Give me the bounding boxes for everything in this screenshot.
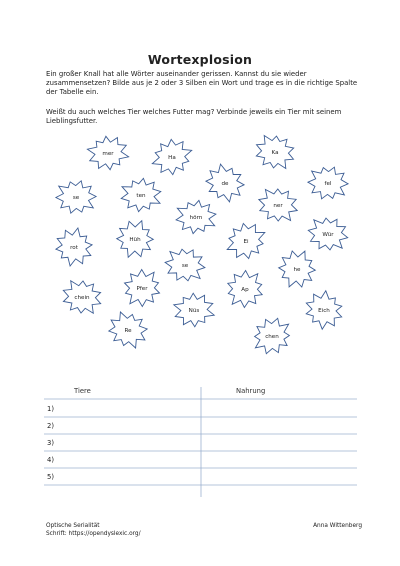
syllable-text: Ap bbox=[241, 287, 249, 293]
footer-left bbox=[46, 522, 141, 538]
instruction-paragraph-2: Weißt du auch welches Tier welches Futter mag? Verbinde jeweils ein Tier mit seinem Lieblingsfutter. bbox=[46, 108, 342, 126]
syllable-burst bbox=[306, 291, 342, 329]
row-label-3: 3) bbox=[47, 439, 54, 447]
syllable-burst bbox=[152, 139, 191, 174]
syllable-burst bbox=[56, 228, 92, 266]
row-label-1: 1) bbox=[47, 405, 54, 413]
syllable-burst bbox=[117, 221, 154, 258]
syllable-text: mer bbox=[102, 151, 114, 157]
syllable-text: chein bbox=[74, 295, 90, 301]
syllable-burst bbox=[256, 136, 293, 169]
syllable-burst bbox=[308, 218, 347, 250]
syllable-text: Ha bbox=[168, 155, 176, 161]
footer-topic: Optische Serialität bbox=[46, 523, 100, 529]
syllable-burst bbox=[121, 178, 161, 211]
syllable-burst bbox=[255, 318, 290, 353]
column-header-nahrung: Nahrung bbox=[236, 387, 266, 395]
syllable-text: de bbox=[221, 181, 229, 187]
syllable-burst bbox=[228, 271, 262, 308]
syllable-text: se bbox=[72, 195, 80, 201]
syllable-burst bbox=[125, 270, 160, 307]
syllable-text: he bbox=[293, 267, 301, 273]
syllable-text: Nüs bbox=[188, 308, 200, 314]
syllable-text: chen bbox=[265, 334, 279, 340]
syllable-text: Ka bbox=[271, 150, 279, 156]
syllable-text: fel bbox=[324, 181, 332, 187]
syllable-text: Pfer bbox=[136, 286, 148, 292]
table-grid bbox=[44, 387, 357, 497]
syllable-burst bbox=[63, 281, 100, 314]
syllable-burst bbox=[227, 224, 265, 259]
syllable-burst bbox=[56, 181, 96, 213]
worksheet-title: Wortexplosion bbox=[147, 52, 253, 67]
syllable-text: ner bbox=[273, 203, 283, 209]
syllable-burst bbox=[176, 200, 216, 233]
syllable-burst bbox=[279, 251, 316, 287]
syllable-burst bbox=[308, 167, 348, 199]
syllable-text: Wür bbox=[322, 232, 334, 238]
syllable-text: Ei bbox=[243, 239, 249, 245]
syllable-text: Hüh bbox=[129, 237, 141, 243]
footer-author: Anna Wittenberg bbox=[313, 523, 362, 529]
syllable-text: rot bbox=[70, 245, 78, 251]
syllable-burst bbox=[259, 189, 297, 221]
syllable-burst bbox=[165, 249, 205, 281]
syllable-text: ten bbox=[136, 193, 146, 199]
syllable-text: se bbox=[181, 263, 189, 269]
footer-font-credit: Schrift: https://opendyslexic.org/ bbox=[46, 531, 141, 537]
row-label-2: 2) bbox=[47, 422, 54, 430]
syllable-burst bbox=[87, 136, 128, 169]
row-label-5: 5) bbox=[47, 473, 54, 481]
syllable-burst bbox=[109, 312, 147, 348]
syllable-burst bbox=[206, 164, 244, 202]
instruction-paragraph-1: Ein großer Knall hat alle Wörter auseinander gerissen. Kannst du sie wieder zusammensetzen? Bilde aus je 2 oder 3 Silben ein Wort und trage es in die richtige Spalte der Tabelle ein. bbox=[46, 70, 358, 97]
syllable-burst bbox=[174, 293, 214, 327]
syllable-text: Eich bbox=[318, 308, 330, 314]
column-header-tiere: Tiere bbox=[74, 387, 91, 395]
syllable-text: Re bbox=[124, 328, 132, 334]
syllable-text: hörn bbox=[189, 215, 203, 221]
row-label-4: 4) bbox=[47, 456, 54, 464]
